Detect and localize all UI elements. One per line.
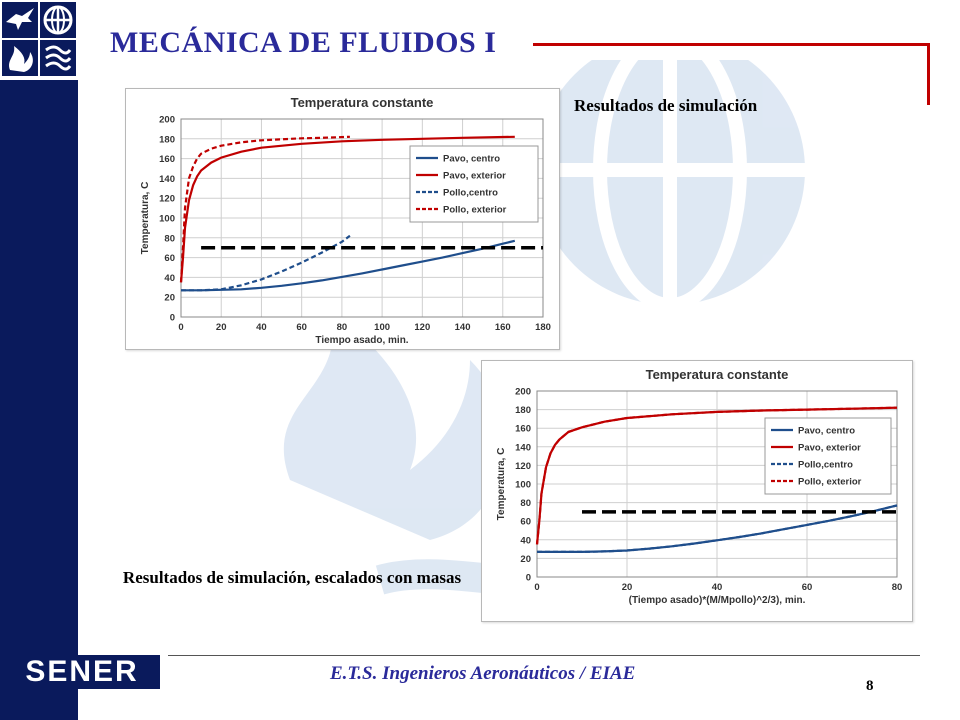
y-tick-label: 140 [515,442,531,454]
y-tick-label: 200 [159,114,175,126]
legend-label: Pollo,centro [443,187,498,199]
x-tick-label: 20 [215,322,227,333]
y-tick-label: 80 [520,498,531,510]
y-tick-label: 120 [515,460,531,472]
y-tick-label: 200 [515,386,531,398]
x-tick-label: 0 [178,322,184,333]
x-tick-label: 100 [374,322,391,333]
x-tick-label: 60 [801,582,813,593]
chart-title: Temperatura constante [290,95,434,110]
legend-label: Pavo, exterior [443,170,506,182]
y-tick-label: 60 [520,516,531,528]
x-tick-label: 20 [621,582,633,593]
chart-title: Temperatura constante [645,367,789,382]
y-tick-label: 140 [159,173,175,185]
x-axis-label: (Tiempo asado)*(M/Mpollo)^2/3), min. [628,595,806,606]
x-tick-label: 40 [711,582,723,593]
y-tick-label: 80 [164,233,175,245]
dove-icon [2,2,38,38]
y-tick-label: 60 [164,253,175,265]
globe-icon [40,2,76,38]
institution-logo [0,0,78,80]
y-tick-label: 100 [159,213,175,225]
label-simulation-results: Resultados de simulación [574,96,758,115]
legend-label: Pavo, exterior [798,442,861,454]
flame-icon [2,40,38,76]
legend-label: Pavo, centro [443,153,501,165]
slide-title: MECÁNICA DE FLUIDOS I [110,26,497,59]
y-tick-label: 180 [159,134,175,146]
y-tick-label: 20 [520,553,531,565]
legend-label: Pollo, exterior [443,204,507,216]
page-number: 8 [866,678,874,694]
x-tick-label: 80 [336,322,348,333]
title-underline [533,43,929,46]
x-tick-label: 60 [296,322,307,333]
y-axis-label: Temperatura, C [140,181,151,255]
legend-label: Pavo, centro [798,425,856,437]
footer-divider [168,655,920,656]
y-tick-label: 0 [169,312,175,324]
sener-logo-text: SENER [25,655,139,688]
series-line-3 [181,236,350,290]
y-tick-label: 160 [515,423,531,435]
chart-top [125,88,560,350]
x-tick-label: 140 [454,322,471,333]
y-axis-label: Temperatura, C [496,447,507,521]
title-corner-line [927,43,930,105]
x-tick-label: 160 [494,322,511,333]
legend-label: Pollo, exterior [798,476,862,488]
y-tick-label: 120 [159,193,175,205]
legend-label: Pollo,centro [798,459,853,471]
left-sidebar [0,0,78,720]
chart-bottom-svg [482,361,912,621]
footer-institution: E.T.S. Ingenieros Aeronáuticos / EIAE [330,663,636,684]
x-tick-label: 0 [534,582,540,593]
y-tick-label: 40 [164,272,175,284]
y-tick-label: 0 [525,572,531,584]
x-tick-label: 120 [414,322,431,333]
y-tick-label: 40 [520,535,531,547]
y-tick-label: 100 [515,479,531,491]
chart-bottom [481,360,913,622]
x-tick-label: 80 [891,582,903,593]
x-tick-label: 180 [535,322,551,333]
x-axis-label: Tiempo asado, min. [315,335,409,346]
label-scaled-results: Resultados de simulación, escalados con masas [122,568,462,587]
chart-top-svg [126,89,559,349]
sener-logo [4,655,160,689]
y-tick-label: 20 [164,292,175,304]
y-tick-label: 160 [159,154,175,166]
y-tick-label: 180 [515,405,531,417]
waves-icon [40,40,76,76]
x-tick-label: 40 [256,322,267,333]
